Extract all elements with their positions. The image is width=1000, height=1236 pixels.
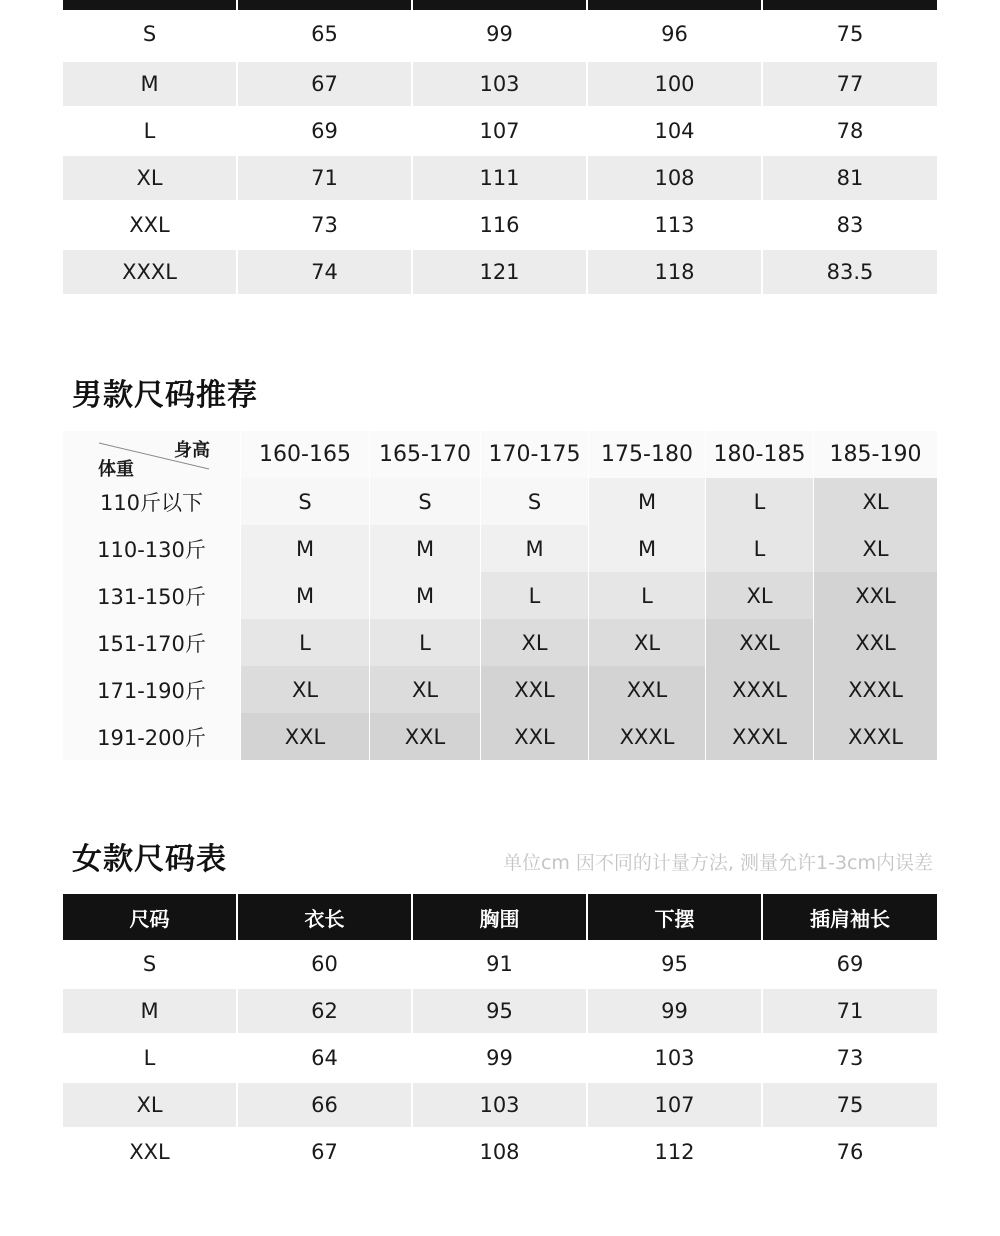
- column-header: 衣长: [238, 894, 411, 940]
- height-range-header: 165-170: [370, 431, 480, 478]
- recommended-size-cell: XXXL: [706, 713, 813, 760]
- women-size-table: [63, 894, 937, 1175]
- recommended-size-cell: XXL: [481, 713, 588, 760]
- unit-note: 单位cm 因不同的计量方法, 测量允许1-3cm内误差: [502, 852, 933, 874]
- recommended-size-cell: S: [370, 478, 480, 525]
- measurement-cell: 77: [763, 62, 937, 106]
- corner-cell: [63, 431, 240, 478]
- recommended-size-cell: M: [589, 525, 705, 572]
- measurement-cell: 91: [413, 942, 586, 986]
- measurement-cell: 69: [238, 109, 411, 153]
- recommended-size-cell: XXL: [706, 619, 813, 666]
- table-row: [63, 59, 937, 106]
- table-row: [63, 106, 937, 153]
- measurement-cell: 83.5: [763, 250, 937, 294]
- recommended-size-cell: S: [481, 478, 588, 525]
- table-row: [63, 619, 937, 666]
- measurement-cell: 83: [763, 203, 937, 247]
- column-header: 胸围: [413, 894, 586, 940]
- height-range-header: 175-180: [589, 431, 705, 478]
- table-row: [63, 478, 937, 525]
- size-cell: XXL: [63, 1130, 236, 1174]
- table-row: [63, 1034, 937, 1081]
- recommended-size-cell: XXXL: [814, 666, 937, 713]
- weight-range-label: 191-200斤: [63, 713, 240, 760]
- measurement-cell: 107: [413, 109, 586, 153]
- measurement-cell: 96: [588, 12, 761, 56]
- measurement-cell: 65: [238, 12, 411, 56]
- measurement-cell: 75: [763, 12, 937, 56]
- size-cell: XXL: [63, 203, 236, 247]
- men-recommend-title: 男款尺码推荐: [72, 378, 258, 413]
- recommended-size-cell: L: [370, 619, 480, 666]
- table-header-row: [63, 894, 937, 940]
- size-cell: L: [63, 1036, 236, 1080]
- measurement-cell: 103: [588, 1036, 761, 1080]
- recommended-size-cell: XXL: [481, 666, 588, 713]
- size-cell: XL: [63, 156, 236, 200]
- recommended-size-cell: XXL: [370, 713, 480, 760]
- measurement-cell: 66: [238, 1083, 411, 1127]
- height-range-header: 170-175: [481, 431, 588, 478]
- weight-range-label: 171-190斤: [63, 666, 240, 713]
- recommended-size-cell: XL: [814, 478, 937, 525]
- recommended-size-cell: XXXL: [589, 713, 705, 760]
- measurement-cell: 71: [238, 156, 411, 200]
- measurement-cell: 95: [413, 989, 586, 1033]
- recommended-size-cell: XL: [589, 619, 705, 666]
- measurement-cell: 99: [588, 989, 761, 1033]
- measurement-cell: 107: [588, 1083, 761, 1127]
- table-row: [63, 572, 937, 619]
- measurement-cell: 67: [238, 1130, 411, 1174]
- table-row: [63, 1081, 937, 1128]
- table-row: [63, 247, 937, 294]
- measurement-cell: 75: [763, 1083, 937, 1127]
- weight-range-label: 151-170斤: [63, 619, 240, 666]
- measurement-cell: 73: [238, 203, 411, 247]
- measurement-cell: 64: [238, 1036, 411, 1080]
- measurement-cell: 73: [763, 1036, 937, 1080]
- recommended-size-cell: XL: [481, 619, 588, 666]
- measurement-cell: 108: [413, 1130, 586, 1174]
- size-cell: M: [63, 989, 236, 1033]
- table-row: [63, 153, 937, 200]
- table-row: [63, 666, 937, 713]
- recommended-size-cell: M: [241, 572, 369, 619]
- table-row: [63, 713, 937, 760]
- weight-range-label: 110-130斤: [63, 525, 240, 572]
- measurement-cell: 81: [763, 156, 937, 200]
- recommended-size-cell: XXXL: [706, 666, 813, 713]
- measurement-cell: 60: [238, 942, 411, 986]
- measurement-cell: 103: [413, 1083, 586, 1127]
- recommended-size-cell: XXL: [589, 666, 705, 713]
- size-cell: XXXL: [63, 250, 236, 294]
- size-cell: M: [63, 62, 236, 106]
- measurement-cell: 118: [588, 250, 761, 294]
- table-row: [63, 987, 937, 1034]
- recommended-size-cell: XL: [370, 666, 480, 713]
- table-row: [63, 12, 937, 59]
- height-axis-label: 身高: [174, 440, 210, 461]
- measurement-cell: 99: [413, 1036, 586, 1080]
- measurement-cell: 69: [763, 942, 937, 986]
- measurement-cell: 116: [413, 203, 586, 247]
- recommended-size-cell: L: [481, 572, 588, 619]
- women-size-title: 女款尺码表: [72, 842, 227, 877]
- height-range-header: 160-165: [241, 431, 369, 478]
- table-header-row: [63, 431, 937, 478]
- recommended-size-cell: L: [706, 525, 813, 572]
- height-range-header: 180-185: [706, 431, 813, 478]
- recommended-size-cell: M: [370, 525, 480, 572]
- weight-range-label: 131-150斤: [63, 572, 240, 619]
- table-header-strip: [588, 0, 761, 10]
- table-header-strip: [413, 0, 586, 10]
- size-cell: XL: [63, 1083, 236, 1127]
- weight-range-label: 110斤以下: [63, 478, 240, 525]
- measurement-cell: 78: [763, 109, 937, 153]
- recommended-size-cell: XL: [814, 525, 937, 572]
- measurement-cell: 111: [413, 156, 586, 200]
- size-cell: L: [63, 109, 236, 153]
- measurement-cell: 74: [238, 250, 411, 294]
- measurement-cell: 121: [413, 250, 586, 294]
- recommended-size-cell: XXL: [814, 572, 937, 619]
- size-cell: S: [63, 12, 236, 56]
- column-header: 下摆: [588, 894, 761, 940]
- recommended-size-cell: M: [241, 525, 369, 572]
- measurement-cell: 113: [588, 203, 761, 247]
- table-header-strip: [238, 0, 411, 10]
- measurement-cell: 76: [763, 1130, 937, 1174]
- recommended-size-cell: M: [589, 478, 705, 525]
- measurement-cell: 95: [588, 942, 761, 986]
- recommended-size-cell: L: [706, 478, 813, 525]
- measurement-cell: 71: [763, 989, 937, 1033]
- table-row: [63, 200, 937, 247]
- measurement-cell: 112: [588, 1130, 761, 1174]
- recommended-size-cell: XL: [241, 666, 369, 713]
- measurement-cell: 99: [413, 12, 586, 56]
- measurement-cell: 108: [588, 156, 761, 200]
- measurement-cell: 62: [238, 989, 411, 1033]
- recommended-size-cell: XXL: [241, 713, 369, 760]
- table-row: [63, 940, 937, 987]
- table-row: [63, 1128, 937, 1175]
- height-range-header: 185-190: [814, 431, 937, 478]
- measurement-cell: 100: [588, 62, 761, 106]
- measurement-cell: 67: [238, 62, 411, 106]
- recommended-size-cell: L: [589, 572, 705, 619]
- recommended-size-cell: M: [481, 525, 588, 572]
- column-header: 插肩袖长: [763, 894, 937, 940]
- recommended-size-cell: S: [241, 478, 369, 525]
- recommended-size-cell: XL: [706, 572, 813, 619]
- weight-axis-label: 体重: [98, 459, 134, 480]
- recommended-size-cell: M: [370, 572, 480, 619]
- measurement-cell: 104: [588, 109, 761, 153]
- table-row: [63, 525, 937, 572]
- table-header-strip: [63, 0, 236, 10]
- recommended-size-cell: XXXL: [814, 713, 937, 760]
- size-cell: S: [63, 942, 236, 986]
- measurement-cell: 103: [413, 62, 586, 106]
- recommended-size-cell: L: [241, 619, 369, 666]
- recommended-size-cell: XXL: [814, 619, 937, 666]
- men-recommend-table: [63, 431, 937, 760]
- column-header: 尺码: [63, 894, 236, 940]
- table-header-strip: [763, 0, 937, 10]
